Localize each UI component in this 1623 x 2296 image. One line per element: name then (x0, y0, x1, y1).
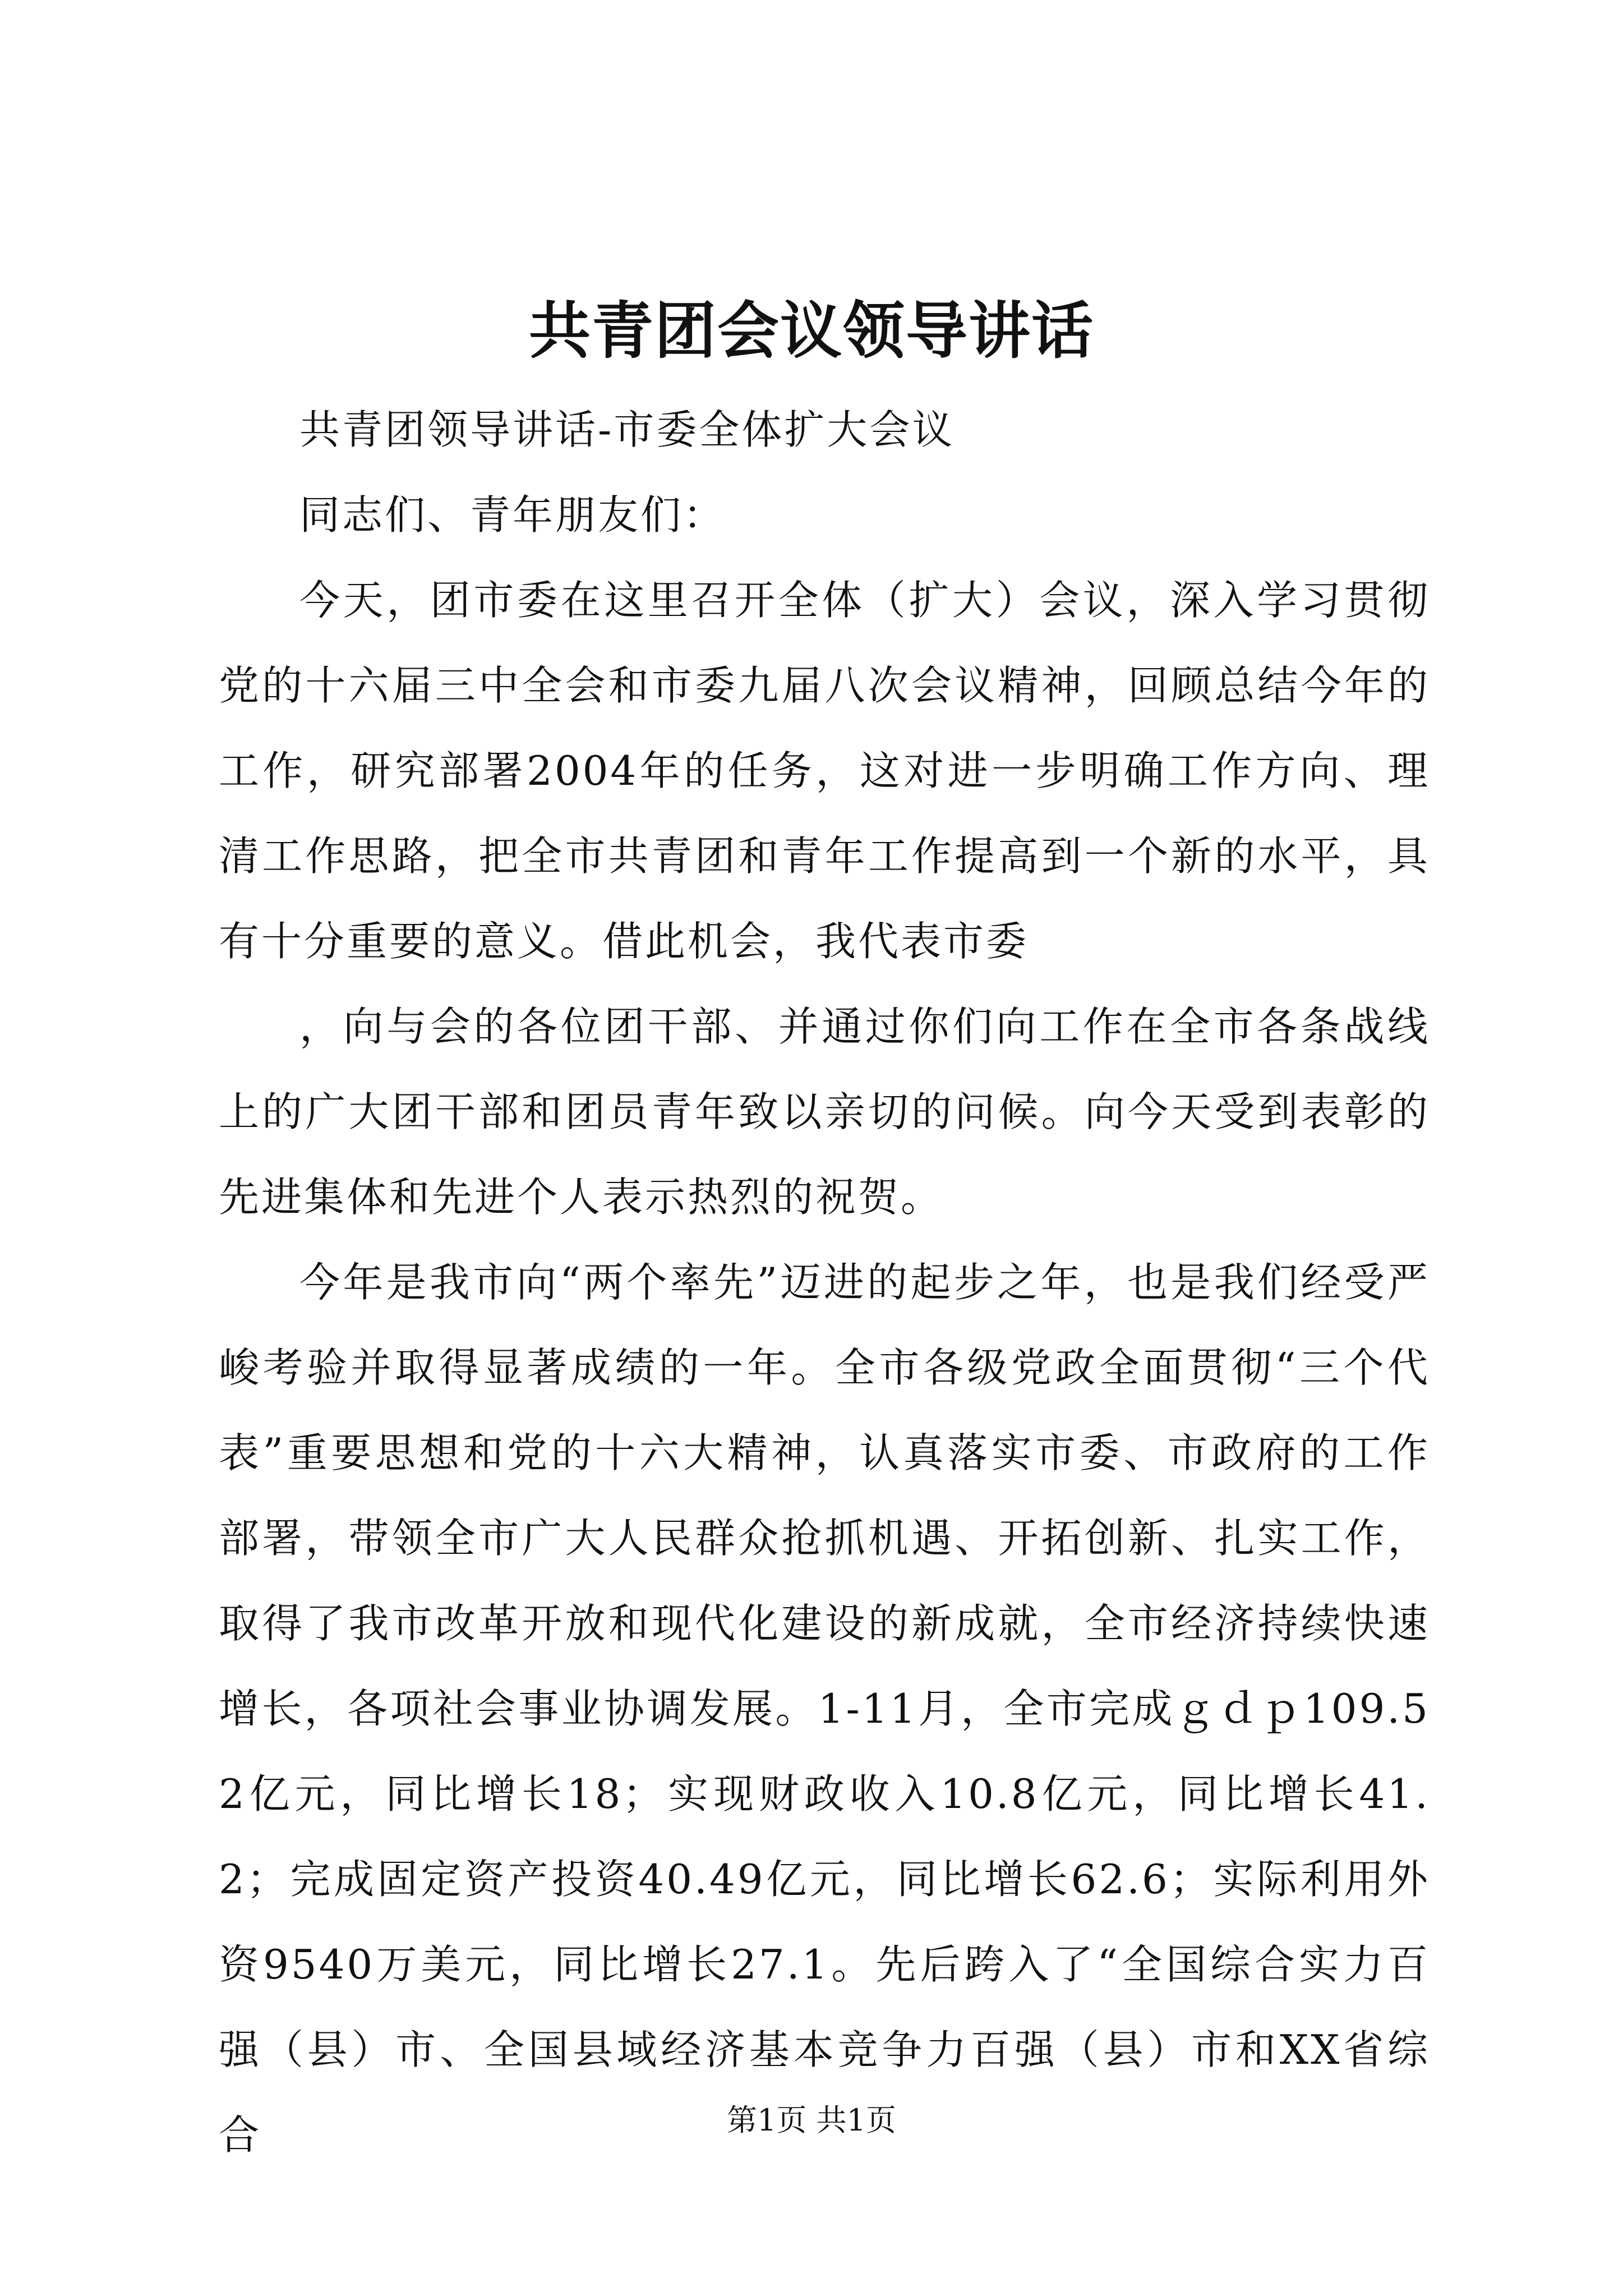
body-paragraph: ，向与会的各位团干部、并通过你们向工作在全市各条战线上的广大团干部和团员青年致以亲切的问候。向今天受到表彰的先进集体和先进个人表示热烈的祝贺。 (219, 1003, 1430, 1221)
subtitle-paragraph: 共青团领导讲话-市委全体扩大会议 (299, 406, 955, 453)
body-paragraph: 今年是我市向“两个率先”迈进的起步之年，也是我们经受严峻考验并取得显著成绩的一年。全市各级党政全面贯彻“三个代表”重要思想和党的十六大精神，认真落实市委、市政府的工作部署，带领全市广大人民群众抢抓机遇、开拓创新、扎实工作，取得了我市改革开放和现代化建设的新成就，全市经济持续快速增长，各项社会事业协调发展。1-11月，全市完成ｇｄｐ109.52亿元，同比增长18；实现财政收入10.8亿元，同比增长41.2；完成固定资产投资40.49亿元，同比增长62.6；实际利用外资9540万美元，同比增长27.1。先后跨入了“全国综合实力百强（县）市、全国县域经济基本竞争力百强（县）市和XX省综合 (219, 1259, 1430, 2159)
page-number-footer: 第1页 共1页 (727, 2102, 896, 2138)
document-body (219, 387, 1430, 2178)
document-title: 共青团会议领导讲话 (529, 295, 1094, 367)
salutation-paragraph: 同志们、青年朋友们： (299, 491, 726, 539)
body-paragraph: 今天，团市委在这里召开全体（扩大）会议，深入学习贯彻党的十六届三中全会和市委九届八次会议精神，回顾总结今年的工作，研究部署2004年的任务，这对进一步明确工作方向、理清工作思路，把全市共青团和青年工作提高到一个新的水平，具有十分重要的意义。借此机会，我代表市委 (219, 577, 1430, 965)
